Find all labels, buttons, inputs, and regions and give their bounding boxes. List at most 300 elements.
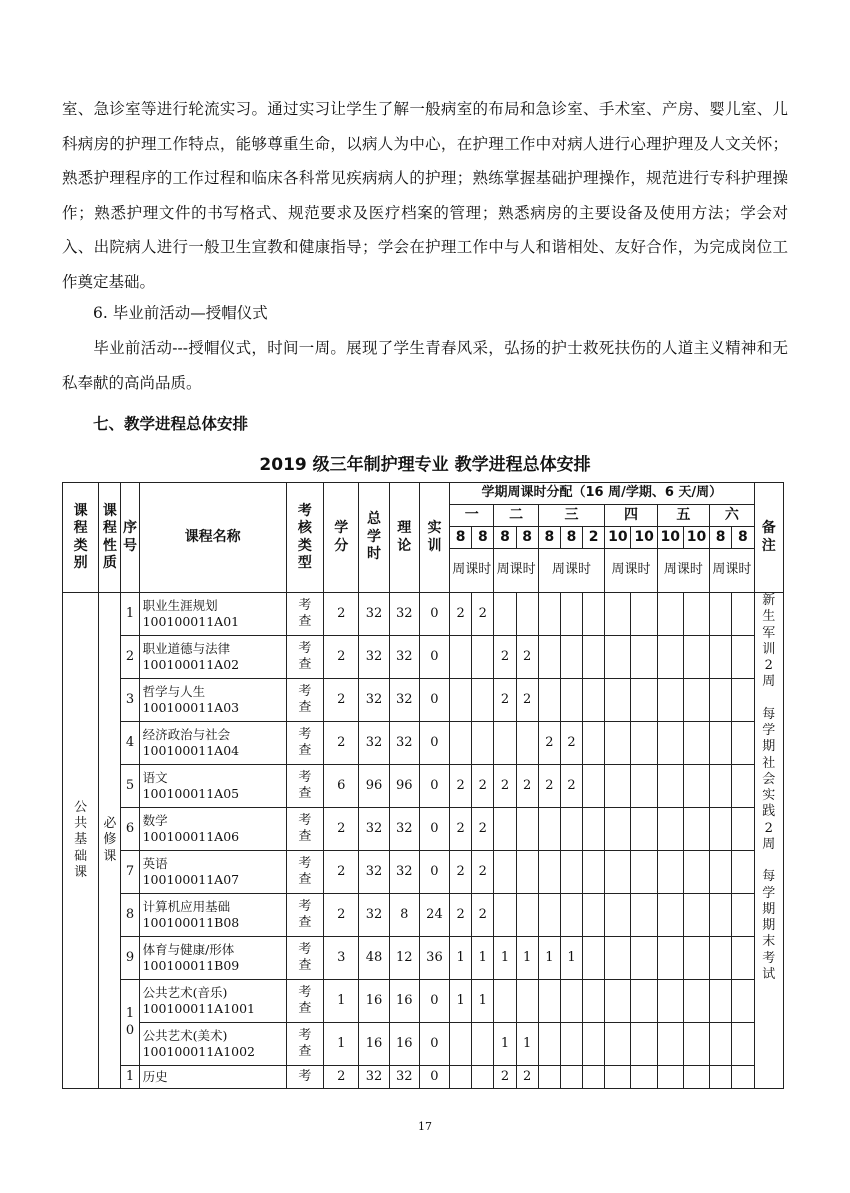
course-name: 公共艺术(音乐)	[142, 984, 228, 1000]
weekly-hours-cell	[657, 1066, 683, 1089]
weekly-hours-cell	[710, 980, 732, 1023]
exam-type: 考查	[298, 898, 312, 930]
weekly-hours-cell	[450, 679, 472, 722]
intro-paragraph: 室、急诊室等进行轮流实习。通过实习让学生了解一般病室的布局和急诊室、手术室、产房、婴儿室、儿科病房的护理工作特点，能够尊重生命，以病人为中心，在护理工作中对病人进行心理护理及人文关怀；熟悉护理程序的工作过程和临床各科常见疾病病人的护理；熟练掌握基础护理操作，规范进行专科护理操作；熟悉护理文件的书写格式、规范要求及医疗档案的管理；熟悉病房的主要设备及使用方法；学会对入、出院病人进行一般卫生宣教和健康指导；学会在护理工作中与人和谐相处、友好合作，为完成岗位工作奠定基础。	[62, 100, 788, 291]
weekly-hours-cell	[583, 765, 605, 808]
seq-cell	[121, 980, 139, 1066]
course-name-cell	[139, 765, 286, 808]
weekly-hours-cell: 2	[472, 765, 494, 808]
weekly-hours-cell	[631, 1066, 657, 1089]
weekly-hours-cell	[683, 1066, 709, 1089]
semester-3: 三	[538, 505, 605, 527]
weekly-hours-cell	[472, 1066, 494, 1089]
weekly-hours-cell	[683, 980, 709, 1023]
credits-cell: 2	[324, 679, 359, 722]
exam-type-cell	[286, 722, 323, 765]
nature-label: 必修课	[103, 816, 117, 864]
course-code: 100100011A07	[142, 872, 240, 887]
credits-cell: 2	[324, 722, 359, 765]
practice-cell: 0	[419, 980, 449, 1023]
seq-cell: 6	[121, 808, 139, 851]
weekly-hours-cell	[631, 722, 657, 765]
exam-type: 考查	[298, 683, 312, 715]
exam-type: 考查	[298, 769, 312, 801]
course-code: 100100011A02	[142, 657, 240, 672]
weekly-hours-cell	[560, 808, 582, 851]
weekly-hours-cell	[516, 894, 538, 937]
total-hours-cell: 16	[359, 980, 389, 1023]
weekly-hours-cell	[560, 851, 582, 894]
practice-cell: 0	[419, 593, 449, 636]
weekly-hours-cell	[631, 593, 657, 636]
weekly-hours-cell	[583, 722, 605, 765]
category-cell	[63, 593, 99, 1089]
semester-5: 五	[657, 505, 709, 527]
weekly-hours-cell: 2	[516, 636, 538, 679]
course-name-cell	[139, 636, 286, 679]
exam-type: 考	[298, 1068, 312, 1084]
weeks-cell: 8	[710, 527, 732, 549]
course-code: 100100011A05	[142, 786, 240, 801]
weeks-cell: 10	[605, 527, 631, 549]
theory-cell: 16	[389, 1023, 419, 1066]
table-row	[63, 980, 784, 1023]
weekly-hours-cell	[657, 679, 683, 722]
theory-cell: 96	[389, 765, 419, 808]
weekly-hours-cell	[657, 593, 683, 636]
weekly-hours-cell	[683, 593, 709, 636]
weekly-hours-cell: 2	[560, 765, 582, 808]
header-name: 课程名称	[139, 483, 286, 593]
theory-cell: 32	[389, 1066, 419, 1089]
seq-cell: 3	[121, 679, 139, 722]
weekly-hours-cell	[538, 980, 560, 1023]
weekly-hours-cell: 1	[494, 1023, 516, 1066]
weekly-hours-cell	[732, 1023, 754, 1066]
weekly-hours-cell	[560, 679, 582, 722]
total-hours-cell: 32	[359, 679, 389, 722]
weekly-hours-cell	[605, 851, 631, 894]
weekly-hours-cell	[583, 894, 605, 937]
weekly-hours-cell: 2	[472, 894, 494, 937]
weeks-cell: 8	[538, 527, 560, 549]
total-hours-cell: 96	[359, 765, 389, 808]
header-category: 课程类别	[63, 483, 99, 593]
table-row	[63, 722, 784, 765]
weekly-hours-cell: 2	[472, 593, 494, 636]
course-name: 哲学与人生	[142, 683, 206, 699]
table-row	[63, 1023, 784, 1066]
category-label: 公共基础课	[74, 799, 88, 880]
exam-type: 考查	[298, 941, 312, 973]
theory-cell: 32	[389, 722, 419, 765]
weekly-hours-cell	[631, 894, 657, 937]
remarks-text: 新生军训2周 每学期社会实践2周 每学期期末考试	[762, 593, 776, 982]
weekly-hours-cell	[657, 937, 683, 980]
weeks-cell: 8	[516, 527, 538, 549]
course-name: 职业生涯规划	[142, 597, 218, 613]
course-name-cell	[139, 937, 286, 980]
seq-cell: 1	[121, 1066, 139, 1089]
weekly-hours-cell	[657, 1023, 683, 1066]
period-label: 周课时	[450, 549, 494, 593]
course-code: 100100011A04	[142, 743, 240, 758]
exam-type: 考查	[298, 640, 312, 672]
exam-type-cell	[286, 679, 323, 722]
weekly-hours-cell	[631, 851, 657, 894]
page-number: 17	[418, 1120, 432, 1133]
weekly-hours-cell	[560, 894, 582, 937]
weekly-hours-cell	[710, 1066, 732, 1089]
theory-cell: 32	[389, 808, 419, 851]
weekly-hours-cell	[472, 722, 494, 765]
credits-cell: 2	[324, 593, 359, 636]
course-name-cell	[139, 679, 286, 722]
schedule-table	[62, 482, 784, 1089]
period-label: 周课时	[710, 549, 755, 593]
course-code: 100100011A1002	[142, 1044, 256, 1059]
weekly-hours-cell	[583, 1066, 605, 1089]
weekly-hours-cell	[657, 980, 683, 1023]
exam-type-cell	[286, 980, 323, 1023]
exam-type: 考查	[298, 597, 312, 629]
period-label: 周课时	[657, 549, 709, 593]
header-practice: 实训	[419, 483, 449, 593]
course-name-cell	[139, 1023, 286, 1066]
total-hours-cell: 32	[359, 1066, 389, 1089]
weekly-hours-cell	[631, 636, 657, 679]
course-name-cell	[139, 851, 286, 894]
course-name: 职业道德与法律	[142, 640, 231, 656]
header-total-hours: 总学时	[359, 483, 389, 593]
exam-type-cell	[286, 894, 323, 937]
weekly-hours-cell	[450, 636, 472, 679]
practice-cell: 0	[419, 722, 449, 765]
weekly-hours-cell	[683, 851, 709, 894]
weekly-hours-cell	[494, 980, 516, 1023]
weekly-hours-cell	[583, 679, 605, 722]
weekly-hours-cell	[732, 636, 754, 679]
weekly-hours-cell	[683, 679, 709, 722]
theory-cell: 32	[389, 593, 419, 636]
remarks-cell	[754, 593, 783, 1089]
weekly-hours-cell	[516, 851, 538, 894]
weekly-hours-cell: 2	[450, 851, 472, 894]
weekly-hours-cell	[560, 980, 582, 1023]
exam-type: 考查	[298, 984, 312, 1016]
course-code: 100100011A01	[142, 614, 240, 629]
weekly-hours-cell	[560, 1066, 582, 1089]
weekly-hours-cell: 1	[450, 980, 472, 1023]
weeks-cell: 10	[631, 527, 657, 549]
table-row	[63, 851, 784, 894]
weekly-hours-cell	[605, 636, 631, 679]
practice-cell: 0	[419, 765, 449, 808]
header-remarks: 备注	[754, 483, 783, 593]
weekly-hours-cell: 2	[472, 851, 494, 894]
table-row	[63, 808, 784, 851]
weekly-hours-cell: 2	[450, 593, 472, 636]
weeks-cell: 10	[683, 527, 709, 549]
weekly-hours-cell	[583, 1023, 605, 1066]
total-hours-cell: 32	[359, 851, 389, 894]
total-hours-cell: 16	[359, 1023, 389, 1066]
course-name: 公共艺术(美术)	[142, 1027, 228, 1043]
weekly-hours-cell	[732, 808, 754, 851]
weekly-hours-cell	[657, 722, 683, 765]
weekly-hours-cell	[605, 894, 631, 937]
weekly-hours-cell	[560, 593, 582, 636]
theory-cell: 32	[389, 679, 419, 722]
total-hours-cell: 32	[359, 808, 389, 851]
weekly-hours-cell	[538, 593, 560, 636]
weekly-hours-cell	[605, 679, 631, 722]
exam-type-cell	[286, 1066, 323, 1089]
weeks-cell: 10	[657, 527, 683, 549]
course-name: 历史	[142, 1068, 168, 1084]
practice-cell: 36	[419, 937, 449, 980]
exam-type-cell	[286, 937, 323, 980]
practice-cell: 0	[419, 636, 449, 679]
course-name-cell	[139, 593, 286, 636]
weekly-hours-cell	[516, 808, 538, 851]
weekly-hours-cell	[516, 980, 538, 1023]
weekly-hours-cell	[538, 679, 560, 722]
weekly-hours-cell	[683, 765, 709, 808]
practice-cell: 24	[419, 894, 449, 937]
weekly-hours-cell	[605, 722, 631, 765]
weekly-hours-cell: 2	[450, 808, 472, 851]
exam-type-cell	[286, 1023, 323, 1066]
weekly-hours-cell	[494, 593, 516, 636]
weekly-hours-cell	[583, 980, 605, 1023]
weekly-hours-cell: 2	[538, 722, 560, 765]
weekly-hours-cell	[583, 636, 605, 679]
weekly-hours-cell	[710, 937, 732, 980]
credits-cell: 1	[324, 980, 359, 1023]
weekly-hours-cell: 2	[450, 765, 472, 808]
table-row	[63, 679, 784, 722]
weekly-hours-cell	[605, 765, 631, 808]
weekly-hours-cell	[631, 679, 657, 722]
header-theory: 理论	[389, 483, 419, 593]
weekly-hours-cell	[583, 851, 605, 894]
weekly-hours-cell: 2	[472, 808, 494, 851]
weekly-hours-cell	[605, 980, 631, 1023]
exam-type-cell	[286, 593, 323, 636]
course-name-cell	[139, 808, 286, 851]
weekly-hours-cell	[631, 808, 657, 851]
period-label: 周课时	[494, 549, 538, 593]
header-weekly-alloc: 学期周课时分配（16 周/学期、6 天/周）	[450, 483, 755, 505]
weekly-hours-cell	[450, 1066, 472, 1089]
exam-type-cell	[286, 808, 323, 851]
theory-cell: 8	[389, 894, 419, 937]
weekly-hours-cell: 2	[516, 765, 538, 808]
course-name: 体育与健康/形体	[142, 941, 235, 957]
weekly-hours-cell	[683, 1023, 709, 1066]
period-label: 周课时	[605, 549, 657, 593]
weekly-hours-cell	[605, 1066, 631, 1089]
weekly-hours-cell	[631, 1023, 657, 1066]
practice-cell: 0	[419, 851, 449, 894]
weekly-hours-cell: 1	[450, 937, 472, 980]
weekly-hours-cell	[657, 765, 683, 808]
seq-cell: 9	[121, 937, 139, 980]
course-name: 英语	[142, 855, 168, 871]
weeks-cell: 2	[583, 527, 605, 549]
weekly-hours-cell: 1	[472, 980, 494, 1023]
course-code: 100100011A06	[142, 829, 240, 844]
exam-type-cell	[286, 765, 323, 808]
total-hours-cell: 48	[359, 937, 389, 980]
weekly-hours-cell	[605, 1023, 631, 1066]
credits-cell: 2	[324, 894, 359, 937]
semester-4: 四	[605, 505, 657, 527]
weekly-hours-cell	[472, 1023, 494, 1066]
weekly-hours-cell	[732, 593, 754, 636]
credits-cell: 3	[324, 937, 359, 980]
semester-6: 六	[710, 505, 755, 527]
weekly-hours-cell	[631, 937, 657, 980]
seq-cell: 8	[121, 894, 139, 937]
weekly-hours-cell	[538, 636, 560, 679]
header-exam-type: 考核类型	[286, 483, 323, 593]
weekly-hours-cell	[683, 636, 709, 679]
weekly-hours-cell	[560, 636, 582, 679]
section-heading: 七、教学进程总体安排	[93, 415, 249, 433]
table-title: 2019 级三年制护理专业 教学进程总体安排	[259, 455, 591, 475]
practice-cell: 0	[419, 1023, 449, 1066]
semester-2: 二	[494, 505, 538, 527]
weekly-hours-cell	[605, 593, 631, 636]
weekly-hours-cell	[631, 980, 657, 1023]
seq-cell: 5	[121, 765, 139, 808]
weekly-hours-cell	[732, 980, 754, 1023]
total-hours-cell: 32	[359, 636, 389, 679]
header-credits: 学分	[324, 483, 359, 593]
activity-paragraph: 毕业前活动---授帽仪式，时间一周。展现了学生青春风采，弘扬的护士救死扶伤的人道主义精神和无私奉献的高尚品质。	[62, 339, 788, 392]
weekly-hours-cell	[657, 894, 683, 937]
period-label: 周课时	[538, 549, 605, 593]
weekly-hours-cell	[450, 1023, 472, 1066]
weekly-hours-cell	[494, 722, 516, 765]
exam-type: 考查	[298, 855, 312, 887]
weekly-hours-cell	[560, 1023, 582, 1066]
weekly-hours-cell	[732, 722, 754, 765]
weekly-hours-cell: 1	[538, 937, 560, 980]
activity-heading: 6. 毕业前活动—授帽仪式	[93, 304, 268, 322]
weekly-hours-cell	[710, 636, 732, 679]
exam-type: 考查	[298, 1027, 312, 1059]
exam-type-cell	[286, 636, 323, 679]
weekly-hours-cell: 2	[450, 894, 472, 937]
weekly-hours-cell	[583, 593, 605, 636]
weekly-hours-cell: 1	[494, 937, 516, 980]
header-seq: 序号	[121, 483, 139, 593]
weekly-hours-cell	[710, 593, 732, 636]
weekly-hours-cell: 2	[494, 679, 516, 722]
weekly-hours-cell	[710, 679, 732, 722]
seq-label: 10	[125, 1006, 135, 1038]
exam-type: 考查	[298, 812, 312, 844]
course-name-cell	[139, 722, 286, 765]
weekly-hours-cell	[494, 894, 516, 937]
credits-cell: 2	[324, 808, 359, 851]
weekly-hours-cell	[732, 851, 754, 894]
credits-cell: 2	[324, 851, 359, 894]
course-name-cell	[139, 894, 286, 937]
weekly-hours-cell	[605, 937, 631, 980]
weekly-hours-cell	[683, 722, 709, 765]
seq-cell: 7	[121, 851, 139, 894]
weekly-hours-cell	[657, 851, 683, 894]
weekly-hours-cell	[683, 937, 709, 980]
weekly-hours-cell	[657, 636, 683, 679]
weekly-hours-cell	[450, 722, 472, 765]
weekly-hours-cell	[732, 937, 754, 980]
practice-cell: 0	[419, 808, 449, 851]
credits-cell: 6	[324, 765, 359, 808]
course-name: 语文	[142, 769, 168, 785]
header-row-1	[63, 483, 784, 505]
credits-cell: 2	[324, 636, 359, 679]
weekly-hours-cell: 2	[494, 765, 516, 808]
table-row	[63, 937, 784, 980]
weekly-hours-cell	[472, 636, 494, 679]
seq-cell: 4	[121, 722, 139, 765]
course-code: 100100011A1001	[142, 1001, 256, 1016]
weeks-cell: 8	[732, 527, 754, 549]
weekly-hours-cell	[472, 679, 494, 722]
total-hours-cell: 32	[359, 722, 389, 765]
theory-cell: 32	[389, 851, 419, 894]
weekly-hours-cell	[710, 808, 732, 851]
weeks-cell: 8	[560, 527, 582, 549]
course-name: 经济政治与社会	[142, 726, 231, 742]
weekly-hours-cell: 2	[538, 765, 560, 808]
course-name-cell	[139, 1066, 286, 1089]
weekly-hours-cell	[710, 1023, 732, 1066]
weekly-hours-cell	[732, 1066, 754, 1089]
course-name: 计算机应用基础	[142, 898, 231, 914]
table-row	[63, 593, 784, 636]
practice-cell: 0	[419, 679, 449, 722]
weekly-hours-cell	[710, 851, 732, 894]
weekly-hours-cell	[538, 1023, 560, 1066]
weekly-hours-cell	[494, 851, 516, 894]
weekly-hours-cell	[538, 808, 560, 851]
semester-1: 一	[450, 505, 494, 527]
seq-cell: 1	[121, 593, 139, 636]
weekly-hours-cell	[583, 808, 605, 851]
table-row	[63, 636, 784, 679]
weeks-cell: 8	[494, 527, 516, 549]
theory-cell: 16	[389, 980, 419, 1023]
theory-cell: 12	[389, 937, 419, 980]
weekly-hours-cell: 1	[472, 937, 494, 980]
weekly-hours-cell	[732, 894, 754, 937]
weekly-hours-cell	[538, 894, 560, 937]
table-row	[63, 765, 784, 808]
credits-cell: 2	[324, 1066, 359, 1089]
course-name-cell	[139, 980, 286, 1023]
weekly-hours-cell	[516, 593, 538, 636]
theory-cell: 32	[389, 636, 419, 679]
weekly-hours-cell	[631, 765, 657, 808]
weekly-hours-cell: 2	[516, 1066, 538, 1089]
weekly-hours-cell: 2	[516, 679, 538, 722]
